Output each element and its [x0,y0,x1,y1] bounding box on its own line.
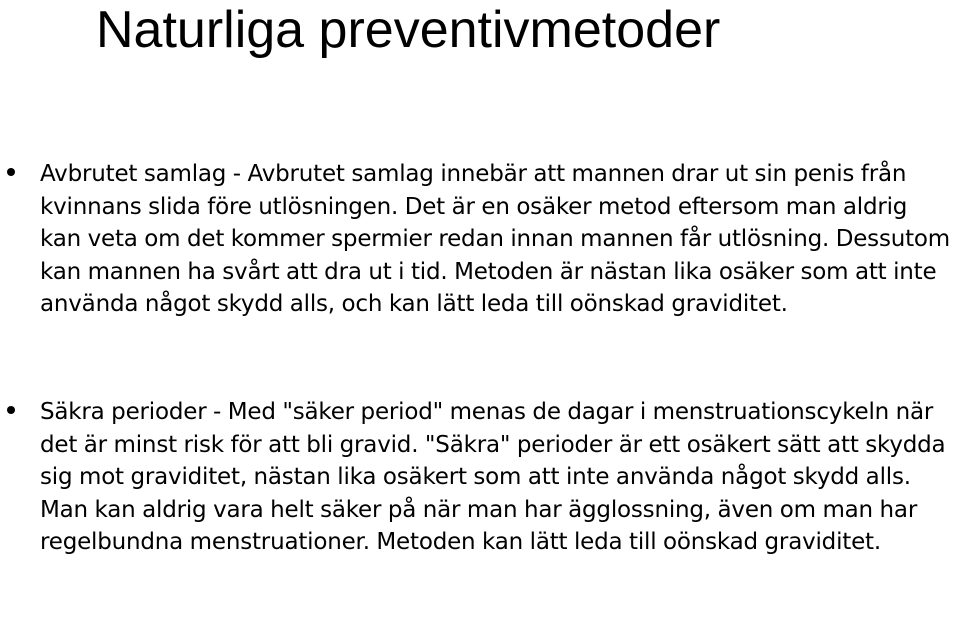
bullet-text: Säkra perioder - Med "säker period" menas de dagar i menstruationscykeln när det är minst risk för att bli gravid. "Säkra" perioder är ett osäkert sätt att skydda sig mot graviditet, nästan lika osäkert som att inte använda något skydd alls. Man kan aldrig vara helt säker på när man har ägglossning, även om man har regelbundna menstruationer. Metoden kan lätt leda till oönskad graviditet. [40,399,946,556]
bullet-dot-icon [7,168,15,176]
bullet-dot-icon [7,406,15,414]
slide-title: Naturliga preventivmetoder [96,1,721,59]
bullet-text: Avbrutet samlag - Avbrutet samlag innebär att mannen drar ut sin penis från kvinnans slida före utlösningen. Det är en osäker metod eftersom man aldrig kan veta om det kommer spermier redan innan mannen får utlösning. Dessutom kan mannen ha svårt att dra ut i tid. Metoden är nästan lika osäker som att inte använda något skydd alls, och kan lätt leda till oönskad graviditet. [40,161,951,318]
